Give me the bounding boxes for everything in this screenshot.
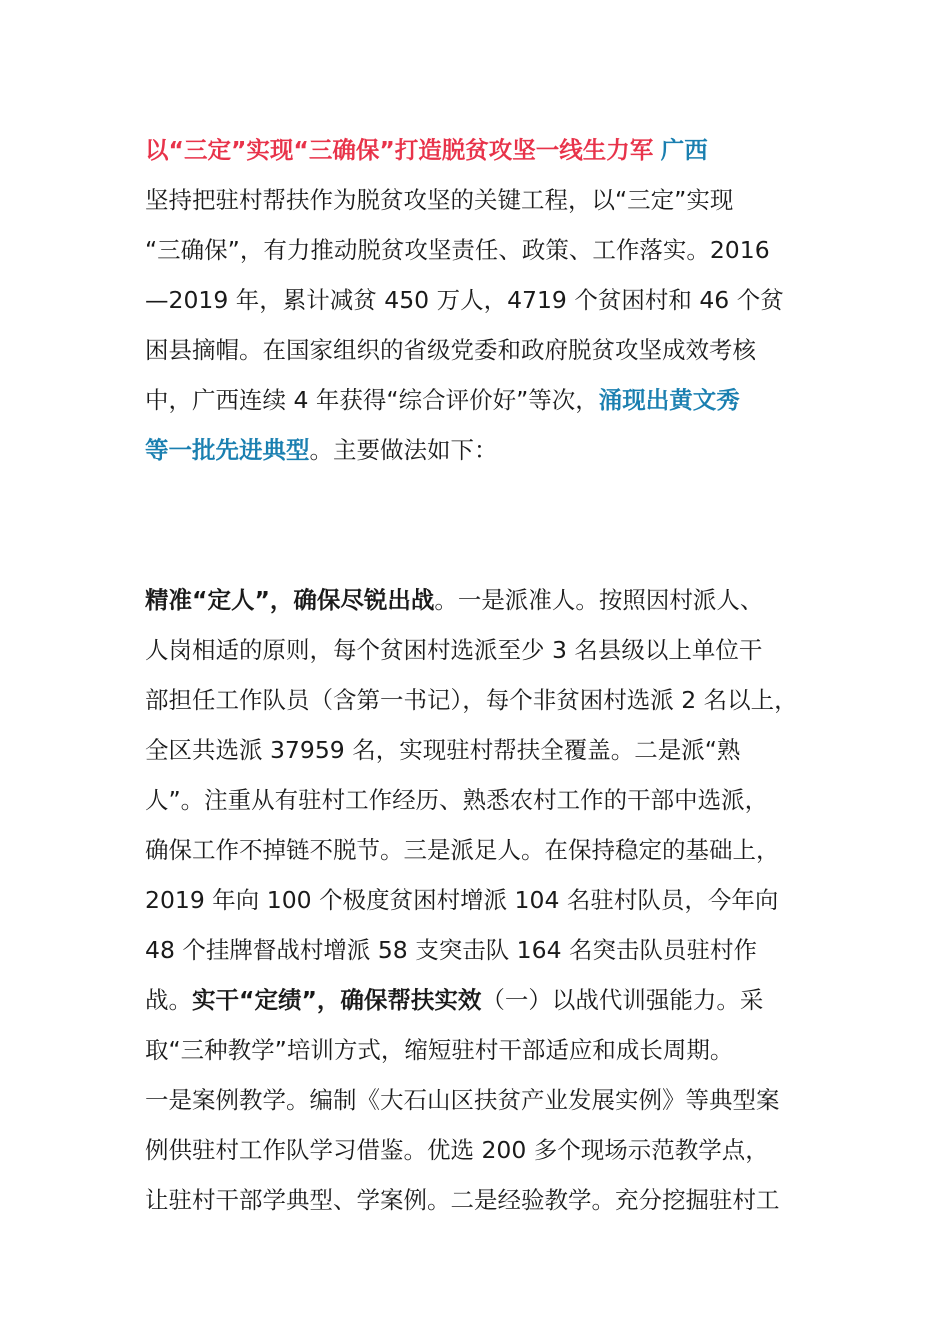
section-line-5: 人”。注重从有驻村工作经历、熟悉农村工作的干部中选派， [145, 786, 769, 814]
section-line-6: 确保工作不掉链不脱节。三是派足人。在保持稳定的基础上， [145, 836, 780, 864]
section-line-8: 48 个挂牌督战村增派 58 支突击队 164 名突击队员驻村作 [145, 936, 758, 964]
intro-paragraph [145, 125, 825, 475]
section-line-9-text: 战。 [145, 986, 192, 1014]
intro-line-7 [145, 425, 825, 475]
section-line-3: 部担任工作队员（含第一书记），每个非贫困村选派 2 名以上， [145, 686, 798, 714]
intro-line-6-text: 中，广西连续 4 年获得“综合评价好”等次， [145, 386, 599, 414]
section-line-1-text: 。一是派准人。按照因村派人、 [434, 586, 764, 614]
intro-line-7-text: 。主要做法如下： [309, 436, 498, 464]
intro-title: 以“三定”实现“三确保”打造脱贫攻坚一线生力军 [145, 136, 654, 164]
section-line-12: 例供驻村工作队学习借鉴。优选 200 多个现场示范教学点， [145, 1136, 769, 1164]
intro-highlight-2: 等一批先进典型 [145, 436, 310, 464]
intro-line-2: 坚持把驻村帮扶作为脱贫攻坚的关键工程，以“三定”实现 [145, 186, 734, 214]
intro-region: 广西 [660, 136, 708, 164]
intro-line-6 [145, 375, 825, 425]
section-line-4: 全区共选派 37959 名，实现驻村帮扶全覆盖。二是派“熟 [145, 736, 741, 764]
section-line-1 [145, 575, 825, 625]
intro-line-1 [145, 125, 825, 175]
section-line-13: 让驻村干部学典型、学案例。二是经验教学。充分挖掘驻村工 [145, 1186, 780, 1214]
intro-highlight-1: 涌现出黄文秀 [598, 386, 740, 414]
intro-line-4: —2019 年，累计减贫 450 万人，4719 个贫困村和 46 个贫 [145, 286, 784, 314]
intro-line-3: “三确保”，有力推动脱贫攻坚责任、政策、工作落实。2016 [145, 236, 770, 264]
intro-line-5: 困县摘帽。在国家组织的省级党委和政府脱贫攻坚成效考核 [145, 336, 756, 364]
section-line-10: 取“三种教学”培训方式，缩短驻村干部适应和成长周期。 [145, 1036, 734, 1064]
section-line-2: 人岗相适的原则，每个贫困村选派至少 3 名县级以上单位干 [145, 636, 763, 664]
section-line-11: 一是案例教学。编制《大石山区扶贫产业发展实例》等典型案 [145, 1086, 780, 1114]
section-paragraph [145, 575, 825, 1225]
section-heading-2: 实干“定绩”，确保帮扶实效 [192, 986, 482, 1014]
section-heading-1: 精准“定人”，确保尽锐出战 [145, 586, 435, 614]
section-line-7: 2019 年向 100 个极度贫困村增派 104 名驻村队员，今年向 [145, 886, 779, 914]
section-line-9 [145, 975, 825, 1025]
section-line-9-tail: （一）以战代训强能力。采 [481, 986, 764, 1014]
